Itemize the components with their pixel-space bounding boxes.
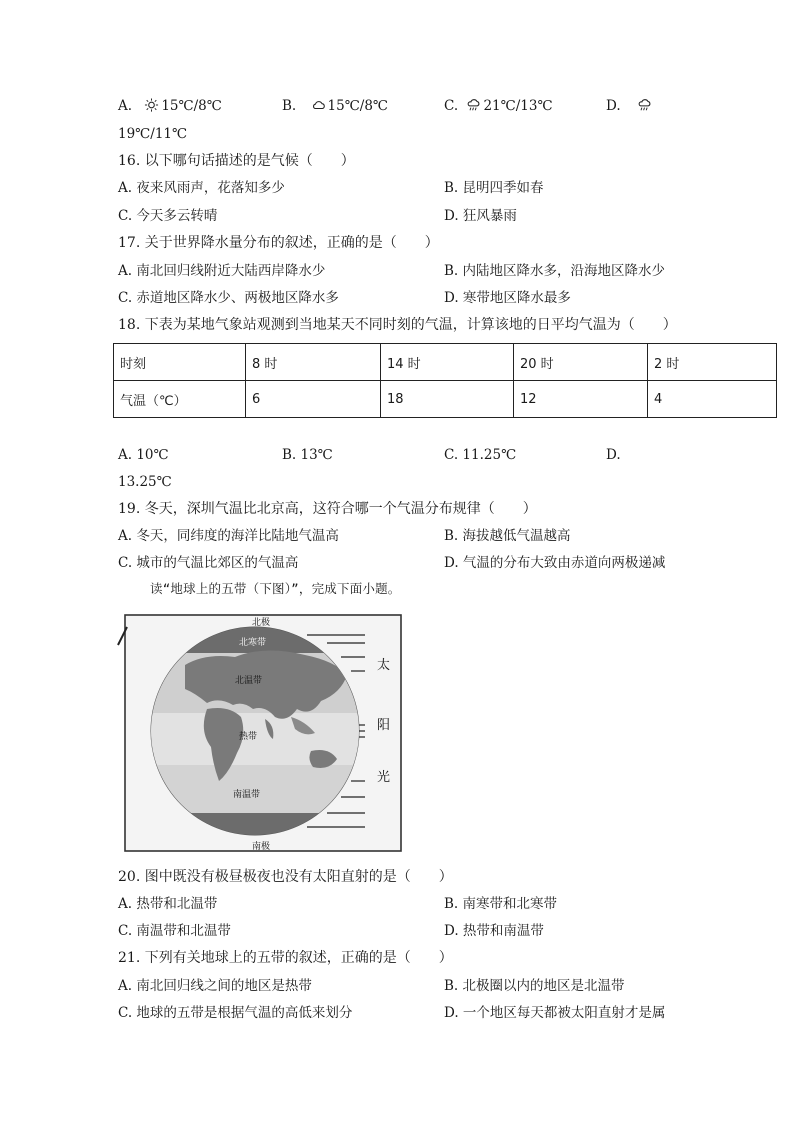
question-17-stem: 17. 关于世界降水量分布的叙述，正确的是（ ） bbox=[118, 235, 439, 251]
zone-label-south-temperate: 南温带 bbox=[233, 790, 261, 800]
option-21-d: D. 一个地区每天都被太阳直射才是属 bbox=[444, 1005, 666, 1021]
option-15-d: D. bbox=[606, 96, 654, 116]
option-18-c: C. 11.25℃ bbox=[444, 447, 517, 463]
option-20-a: A. 热带和北温带 bbox=[118, 896, 218, 912]
question-16-stem: 16. 以下哪句话描述的是气候（ ） bbox=[118, 153, 355, 169]
zone-label-north-frigid: 北寒带 bbox=[239, 638, 267, 648]
option-19-b: B. 海拔越低气温越高 bbox=[444, 528, 571, 544]
zone-label-tropical: 热带 bbox=[239, 732, 258, 742]
south-pole-label: 南极 bbox=[252, 842, 271, 852]
option-18-d-value: 13.25℃ bbox=[118, 474, 172, 490]
option-15-c: C. 21℃/13℃ bbox=[444, 98, 553, 114]
option-19-a: A. 冬天，同纬度的海洋比陆地气温高 bbox=[118, 528, 339, 544]
table-cell: 20 时 bbox=[514, 344, 648, 381]
rain-cloud-icon bbox=[466, 98, 481, 112]
option-16-d: D. 狂风暴雨 bbox=[444, 208, 517, 224]
table-cell: 12 bbox=[514, 381, 648, 418]
table-cell: 气温（℃） bbox=[114, 381, 246, 418]
option-19-c: C. 城市的气温比郊区的气温高 bbox=[118, 555, 299, 571]
option-20-d: D. 热带和南温带 bbox=[444, 923, 544, 939]
temperature-table bbox=[113, 343, 777, 418]
table-cell: 8 时 bbox=[246, 344, 381, 381]
question-20-stem: 20. 图中既没有极昼极夜也没有太阳直射的是（ ） bbox=[118, 869, 453, 885]
table-cell: 4 bbox=[648, 381, 777, 418]
zone-label-north-temperate: 北温带 bbox=[235, 676, 263, 686]
option-21-a: A. 南北回归线之间的地区是热带 bbox=[118, 978, 312, 994]
table-cell: 18 bbox=[381, 381, 514, 418]
sunlight-label-1: 太 bbox=[377, 658, 391, 673]
rain-cloud-icon bbox=[637, 98, 652, 112]
table-cell: 时刻 bbox=[114, 344, 246, 381]
figure-intro: 读“地球上的五带（下图）”，完成下面小题。 bbox=[150, 581, 401, 596]
question-21-stem: 21. 下列有关地球上的五带的叙述，正确的是（ ） bbox=[118, 950, 453, 966]
table-cell: 14 时 bbox=[381, 344, 514, 381]
option-16-b: B. 昆明四季如春 bbox=[444, 180, 544, 196]
option-17-c: C. 赤道地区降水少、两极地区降水多 bbox=[118, 290, 339, 306]
option-15-d-value: 19℃/11℃ bbox=[118, 126, 188, 142]
sun-icon bbox=[144, 98, 159, 112]
option-18-a: A. 10℃ bbox=[118, 447, 169, 463]
question-18-stem: 18. 下表为某地气象站观测到当地某天不同时刻的气温，计算该地的日平均气温为（ ） bbox=[118, 317, 677, 333]
north-pole-label: 北极 bbox=[252, 618, 271, 628]
table-row bbox=[114, 381, 777, 418]
table-header-row bbox=[114, 344, 777, 381]
cloud-icon bbox=[311, 98, 326, 112]
option-19-d: D. 气温的分布大致由赤道向两极递减 bbox=[444, 555, 666, 571]
option-20-b: B. 南寒带和北寒带 bbox=[444, 896, 558, 912]
option-15-a: A. 15℃/8℃ bbox=[118, 98, 222, 114]
option-20-c: C. 南温带和北温带 bbox=[118, 923, 231, 939]
option-16-a: A. 夜来风雨声，花落知多少 bbox=[118, 180, 285, 196]
option-18-b: B. 13℃ bbox=[282, 447, 333, 463]
earth-zones-illustration bbox=[115, 605, 415, 855]
sunlight-label-3: 光 bbox=[377, 770, 391, 785]
option-17-a: A. 南北回归线附近大陆西岸降水少 bbox=[118, 263, 326, 279]
option-18-d: D. bbox=[606, 447, 621, 463]
option-15-b: B. 15℃/8℃ bbox=[282, 98, 389, 114]
option-17-d: D. 寒带地区降水最多 bbox=[444, 290, 571, 306]
option-16-c: C. 今天多云转晴 bbox=[118, 208, 218, 224]
option-21-c: C. 地球的五带是根据气温的高低来划分 bbox=[118, 1005, 353, 1021]
sunlight-label-2: 阳 bbox=[377, 718, 391, 733]
question-19-stem: 19. 冬天，深圳气温比北京高，这符合哪一个气温分布规律（ ） bbox=[118, 501, 537, 517]
table-cell: 2 时 bbox=[648, 344, 777, 381]
option-21-b: B. 北极圈以内的地区是北温带 bbox=[444, 978, 625, 994]
five-zones-figure bbox=[115, 605, 415, 855]
option-17-b: B. 内陆地区降水多，沿海地区降水少 bbox=[444, 263, 666, 279]
table-cell: 6 bbox=[246, 381, 381, 418]
